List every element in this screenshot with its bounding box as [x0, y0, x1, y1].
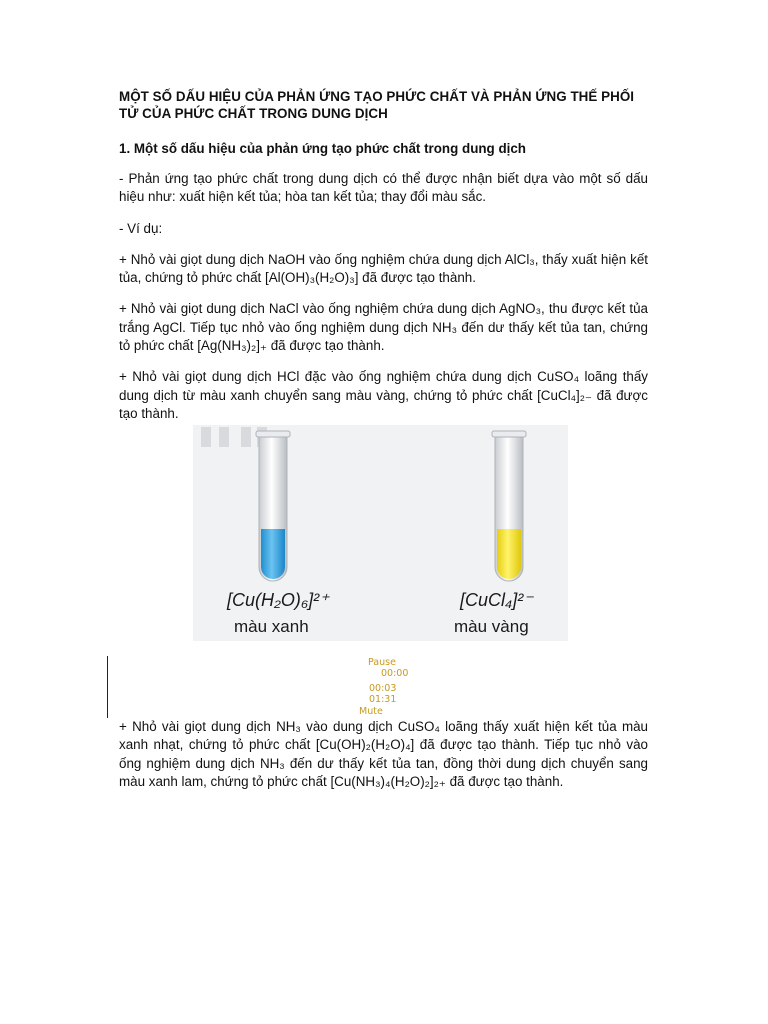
mute-button[interactable]: Mute — [359, 706, 383, 717]
example-paragraph-1: + Nhỏ vài giọt dung dịch NaOH vào ống nghiệm chứa dung dịch AlCl₃, thấy xuất hiện kết tủa, chứng tỏ phức chất [Al(OH)₃(H₂O)₃] đã được tạo thành. — [119, 251, 648, 286]
page-title: MỘT SỐ DẤU HIỆU CỦA PHẢN ỨNG TẠO PHỨC CHẤT VÀ PHẢN ỨNG THẾ PHỐI TỬ CỦA PHỨC CHẤT TRONG DUNG DỊCH — [119, 89, 635, 121]
intro-paragraph: - Phản ứng tạo phức chất trong dung dịch có thể được nhận biết dựa vào một số dấu hiệu như: xuất hiện kết tủa; hòa tan kết tủa; thay đổi màu sắc. — [119, 171, 648, 205]
left-caption: màu xanh — [234, 617, 309, 636]
duration: 01:31 — [369, 694, 397, 705]
pause-button[interactable]: Pause — [368, 657, 396, 668]
media-player — [107, 656, 427, 720]
test-tube-figure — [193, 425, 568, 641]
left-test-tube — [256, 431, 290, 581]
example-paragraph-4: + Nhỏ vài giọt dung dịch NH₃ vào dung dịch CuSO₄ loãng thấy xuất hiện kết tủa màu xanh nhạt, chứng tỏ phức chất [Cu(OH)₂(H₂O)₄] đã được tạo thành. Tiếp tục nhỏ vào ống nghiệm dung dịch NH₃ đến dư thấy kết tủa tan, đồng thời dung dịch chuyển sang màu xanh lam, chứng tỏ phức chất [Cu(NH₃)₄(H₂O)₂]₂₊ đã được tạo thành. — [119, 719, 648, 789]
blue-liquid — [261, 529, 285, 579]
right-caption: màu vàng — [454, 617, 529, 636]
current-time: 00:00 — [381, 668, 409, 679]
document-body — [119, 88, 648, 423]
yellow-liquid — [497, 529, 521, 579]
example-paragraph-3: + Nhỏ vài giọt dung dịch HCl đặc vào ống nghiệm chứa dung dịch CuSO₄ loãng thấy dung dịch từ màu xanh chuyển sang màu vàng, chứng tỏ phức chất [CuCl₄]₂₋ đã được tạo thành. — [119, 369, 648, 421]
right-test-tube — [492, 431, 526, 581]
time-marker: 00:03 — [369, 683, 397, 694]
right-formula: [CuCl₄]²⁻ — [460, 590, 533, 610]
player-divider — [107, 656, 108, 718]
example-label: - Ví dụ: — [119, 220, 163, 236]
section-heading: 1. Một số dấu hiệu của phản ứng tạo phức chất trong dung dịch — [119, 141, 526, 156]
continued-body — [119, 718, 648, 791]
left-formula: [Cu(H₂O)₆]²⁺ — [227, 590, 329, 610]
example-paragraph-2: + Nhỏ vài giọt dung dịch NaCl vào ống nghiệm chứa dung dịch AgNO₃, thu được kết tủa trắng AgCl. Tiếp tục nhỏ vào ống nghiệm dung dịch NH₃ đến dư thấy kết tủa tan, chứng tỏ phức chất [Ag(NH₃)₂]₊ đã được tạo thành. — [119, 301, 648, 354]
